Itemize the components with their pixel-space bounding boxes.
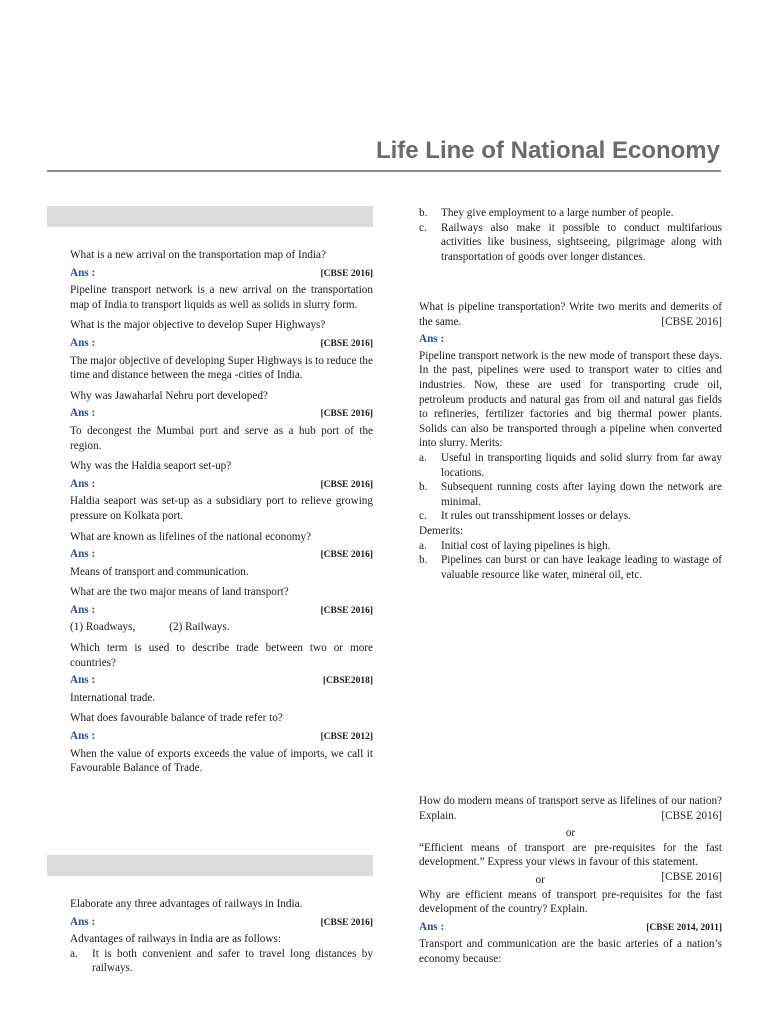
list-text: They give employment to a large number of people. bbox=[441, 207, 674, 219]
section-band bbox=[47, 206, 373, 227]
list-text: Subsequent running costs after laying down the network are minimal. bbox=[441, 481, 722, 508]
question: Why are efficient means of transport pre-requisites for the fast development of the country? Explain. bbox=[419, 888, 722, 916]
exam-tag: [CBSE 2016] bbox=[320, 605, 373, 616]
question: What is a new arrival on the transportation map of India? bbox=[70, 249, 326, 261]
answer: The major objective of developing Super Highways is to reduce the time and distance between the mega -cities of India. bbox=[70, 354, 373, 382]
exam-tag: [CBSE 2016] bbox=[320, 917, 373, 928]
exam-tag: [CBSE 2016] bbox=[320, 268, 373, 279]
list-text: Initial cost of laying pipelines is high. bbox=[441, 539, 611, 552]
question: What is the major objective to develop Super Highways? bbox=[70, 319, 326, 332]
qa-item bbox=[70, 641, 373, 705]
question: Which term is used to describe trade between two or more countries? bbox=[70, 642, 373, 669]
list-text: Useful in transporting liquids and solid slurry from far away locations. bbox=[441, 451, 722, 479]
list-marker: a. bbox=[419, 451, 427, 464]
exam-tag: [CBSE 2016] bbox=[661, 870, 722, 883]
qa-item bbox=[70, 711, 373, 775]
exam-tag: [CBSE 2016] bbox=[320, 338, 373, 349]
list-item bbox=[419, 206, 722, 221]
answer bbox=[70, 620, 373, 635]
question bbox=[419, 841, 722, 883]
list-item bbox=[419, 451, 722, 480]
exam-tag: [CBSE 2016] bbox=[661, 315, 722, 328]
exam-tag: [CBSE 2016] bbox=[320, 409, 373, 420]
ans-label: Ans : bbox=[70, 336, 96, 349]
question-text: What is pipeline transportation? Write two merits and demerits of the same. bbox=[419, 301, 722, 328]
answer-part: (2) Railways. bbox=[169, 621, 230, 634]
qa-item bbox=[70, 459, 373, 523]
list-item bbox=[419, 509, 722, 524]
answer: Means of transport and communication. bbox=[70, 565, 249, 578]
list-item bbox=[419, 553, 722, 582]
qa-list bbox=[70, 248, 373, 782]
ans-label: Ans : bbox=[419, 920, 445, 933]
exam-tag: [CBSE 2016] bbox=[661, 809, 722, 822]
list-marker: b. bbox=[419, 554, 428, 567]
list-item bbox=[419, 539, 722, 554]
merits-list bbox=[419, 451, 722, 524]
list-marker: b. bbox=[419, 207, 428, 219]
ans-label: Ans : bbox=[70, 915, 96, 928]
list-marker: a. bbox=[70, 947, 78, 960]
rail-continued bbox=[419, 206, 722, 264]
advantage-list bbox=[419, 206, 722, 264]
answer: To decongest the Mumbai port and serve as a hub port of the region. bbox=[70, 424, 373, 452]
ans-label: Ans : bbox=[70, 674, 96, 687]
question: What does favourable balance of trade refer to? bbox=[70, 712, 283, 725]
exam-tag: [CBSE 2014, 2011] bbox=[646, 922, 722, 933]
list-item bbox=[70, 947, 373, 976]
list-text: Pipelines can burst or can have leakage leading to wastage of valuable resource like water, mineral oil, etc. bbox=[441, 554, 722, 581]
ans-label: Ans : bbox=[70, 266, 96, 279]
answer: When the value of exports exceeds the value of imports, we call it Favourable Balance of Trade. bbox=[70, 747, 373, 775]
list-text: It is both convenient and safer to travel long distances by railways. bbox=[92, 947, 373, 975]
question bbox=[419, 300, 722, 329]
list-item bbox=[419, 480, 722, 509]
answer: Pipeline transport network is the new mode of transport these days. In the past, pipelines were used to transport water to cities and industries. Now, these are used for transporting crude oil, petroleum products and natural gas from oil and natural gas fields to refineries, fertilizer factories and big thermal power plants. Solids can also be transported through a pipeline when converted into slurry. Merits: bbox=[419, 349, 722, 450]
or-separator: or bbox=[565, 827, 576, 840]
question: What are known as lifelines of the national economy? bbox=[70, 530, 312, 543]
ans-label: Ans : bbox=[419, 333, 445, 346]
answer: Transport and communication are the basic arteries of a nation’s economy because: bbox=[419, 938, 722, 965]
demerits-label: Demerits: bbox=[419, 524, 464, 537]
list-item bbox=[419, 221, 722, 265]
header-divider bbox=[47, 170, 721, 172]
exam-tag: [CBSE 2016] bbox=[320, 550, 373, 561]
question: Elaborate any three advantages of railways in India. bbox=[70, 898, 303, 910]
qa-item bbox=[70, 389, 373, 453]
ans-label: Ans : bbox=[70, 477, 96, 490]
answer-intro: Advantages of railways in India are as follows: bbox=[70, 933, 281, 946]
qa-item bbox=[70, 585, 373, 635]
exam-tag: [CBSE 2012] bbox=[320, 732, 373, 743]
or-separator: or bbox=[535, 873, 545, 886]
exam-tag: [CBSE 2016] bbox=[320, 479, 373, 490]
qa-item bbox=[70, 318, 373, 382]
list-marker: b. bbox=[419, 481, 428, 494]
ans-label: Ans : bbox=[70, 603, 96, 616]
list-marker: a. bbox=[419, 539, 427, 552]
ans-label: Ans : bbox=[70, 730, 96, 743]
page-title: Life Line of National Economy bbox=[375, 137, 720, 164]
ans-label: Ans : bbox=[70, 407, 96, 420]
qa-item bbox=[70, 530, 373, 580]
question: What are the two major means of land transport? bbox=[70, 586, 289, 599]
list-text: Railways also make it possible to conduct multifarious activities like business, sightseeing, pilgrimage along with transportation of goods over longer distances. bbox=[441, 221, 722, 263]
question: Why was the Haldia seaport set-up? bbox=[70, 460, 232, 473]
question-text: “Efficient means of transport are pre-requisites for the fast development.” Express your views in favour of this statement. bbox=[419, 841, 722, 869]
section-band bbox=[47, 855, 373, 876]
qa-item bbox=[419, 794, 722, 967]
list-marker: c. bbox=[419, 221, 427, 234]
question: Why was Jawaharlal Nehru port developed? bbox=[70, 389, 268, 402]
answer: Pipeline transport network is a new arrival on the transportation map of India to transport liquids as well as solids in slurry form. bbox=[70, 284, 373, 311]
list-text: It rules out transshipment losses or delays. bbox=[441, 510, 631, 523]
ans-label: Ans : bbox=[70, 548, 96, 561]
question bbox=[419, 794, 722, 823]
answer: Haldia seaport was set-up as a subsidiary port to relieve growing pressure on Kolkata port. bbox=[70, 495, 373, 522]
qa-item bbox=[70, 897, 373, 976]
question-text: How do modern means of transport serve as lifelines of our nation? Explain. bbox=[419, 795, 722, 822]
list-marker: c. bbox=[419, 510, 427, 523]
answer: International trade. bbox=[70, 691, 156, 704]
qa-item bbox=[419, 300, 722, 582]
demerits-list bbox=[419, 539, 722, 583]
advantage-list bbox=[70, 947, 373, 976]
qa-item bbox=[70, 248, 373, 312]
answer-part: (1) Roadways, bbox=[70, 621, 136, 634]
exam-tag: [CBSE2018] bbox=[322, 676, 373, 687]
